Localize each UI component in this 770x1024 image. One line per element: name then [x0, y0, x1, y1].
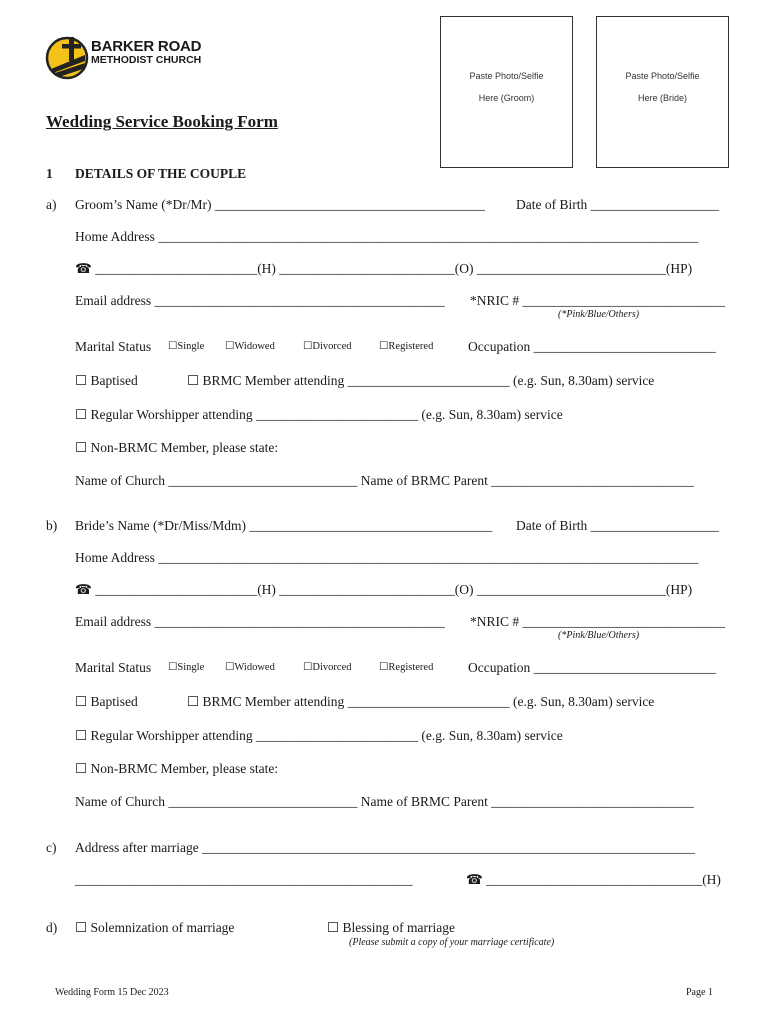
address-after-phone-field[interactable]: ☎ ________________________________(H)	[466, 872, 721, 887]
logo-line1: BARKER ROAD	[91, 38, 202, 55]
groom-member-field[interactable]: ☐ BRMC Member attending ________________________ (e.g. Sun, 8.30am) service	[187, 373, 655, 388]
bride-dob-field[interactable]: Date of Birth ___________________	[516, 518, 719, 533]
section-heading: DETAILS OF THE COUPLE	[75, 166, 247, 181]
groom-address-field[interactable]: Home Address ________________________________________________________________________________	[75, 229, 699, 244]
bride-photo-line1: Paste Photo/Selfie	[625, 71, 700, 81]
address-after-field[interactable]: Address after marriage _________________________________________________________________________	[75, 840, 695, 855]
groom-photo-box[interactable]	[440, 16, 573, 168]
groom-email-field[interactable]: Email address ___________________________________________	[75, 293, 445, 308]
bride-occupation-field[interactable]: Occupation ___________________________	[468, 660, 716, 675]
groom-occupation-field[interactable]: Occupation ___________________________	[468, 339, 716, 354]
bride-marital-label: Marital Status	[75, 660, 152, 675]
bride-phone-field[interactable]: ☎ ________________________(H) __________________________(O) ____________________________(HP)	[75, 582, 693, 597]
bride-church-field[interactable]: Name of Church ____________________________ Name of BRMC Parent ______________________________	[75, 794, 694, 809]
bride-worshipper-field[interactable]: ☐ Regular Worshipper attending ________________________ (e.g. Sun, 8.30am) service	[75, 728, 563, 743]
groom-marital-divorced[interactable]: ☐Divorced	[303, 341, 352, 352]
blessing-note: (Please submit a copy of your marriage certificate)	[349, 937, 555, 948]
groom-dob-field[interactable]: Date of Birth ___________________	[516, 197, 719, 212]
bride-nric-field[interactable]: *NRIC # ______________________________	[470, 614, 726, 629]
groom-marital-label: Marital Status	[75, 339, 152, 354]
bride-baptised-checkbox[interactable]: ☐ Baptised	[75, 694, 138, 709]
bride-member-field[interactable]: ☐ BRMC Member attending ________________________ (e.g. Sun, 8.30am) service	[187, 694, 655, 709]
groom-photo-line2: Here (Groom)	[478, 93, 535, 103]
bride-marital-widowed[interactable]: ☐Widowed	[225, 662, 275, 673]
groom-church-field[interactable]: Name of Church ____________________________ Name of BRMC Parent ______________________________	[75, 473, 694, 488]
bride-name-field[interactable]: Bride’s Name (*Dr/Miss/Mdm) ____________________________________	[75, 518, 493, 533]
groom-nonmember-checkbox[interactable]: ☐ Non-BRMC Member, please state:	[75, 440, 279, 455]
bride-marital-divorced[interactable]: ☐Divorced	[303, 662, 352, 673]
section-number: 1	[46, 166, 53, 181]
ceremony-marker: d)	[46, 920, 58, 935]
bride-photo-line2: Here (Bride)	[637, 93, 687, 103]
bride-marker: b)	[46, 518, 58, 533]
church-logo-icon	[45, 35, 91, 81]
groom-marital-registered[interactable]: ☐Registered	[379, 341, 434, 352]
groom-baptised-checkbox[interactable]: ☐ Baptised	[75, 373, 138, 388]
footer-left: Wedding Form 15 Dec 2023	[55, 987, 169, 998]
bride-marital-registered[interactable]: ☐Registered	[379, 662, 434, 673]
bride-marital-single[interactable]: ☐Single	[168, 662, 205, 673]
footer-page-number: Page 1	[686, 987, 713, 998]
groom-nric-field[interactable]: *NRIC # ______________________________	[470, 293, 726, 308]
solemnization-checkbox[interactable]: ☐ Solemnization of marriage	[75, 920, 235, 935]
groom-marital-widowed[interactable]: ☐Widowed	[225, 341, 275, 352]
bride-address-field[interactable]: Home Address ________________________________________________________________________________	[75, 550, 699, 565]
logo-line2: METHODIST CHURCH	[91, 54, 202, 66]
bride-nonmember-checkbox[interactable]: ☐ Non-BRMC Member, please state:	[75, 761, 279, 776]
groom-worshipper-field[interactable]: ☐ Regular Worshipper attending ________________________ (e.g. Sun, 8.30am) service	[75, 407, 563, 422]
groom-name-field[interactable]: Groom’s Name (*Dr/Mr) ________________________________________	[75, 197, 485, 212]
blessing-checkbox[interactable]: ☐ Blessing of marriage	[327, 920, 455, 935]
church-logo	[45, 35, 245, 80]
groom-marker: a)	[46, 197, 57, 212]
address-after-field-line2[interactable]: __________________________________________________	[75, 872, 413, 887]
form-title: Wedding Service Booking Form	[46, 112, 278, 131]
groom-marital-single[interactable]: ☐Single	[168, 341, 205, 352]
bride-photo-box[interactable]	[596, 16, 729, 168]
groom-nric-note: (*Pink/Blue/Others)	[558, 309, 640, 320]
groom-photo-line1: Paste Photo/Selfie	[469, 71, 544, 81]
bride-email-field[interactable]: Email address ___________________________________________	[75, 614, 445, 629]
bride-nric-note: (*Pink/Blue/Others)	[558, 630, 640, 641]
groom-phone-field[interactable]: ☎ ________________________(H) __________________________(O) ____________________________(HP)	[75, 261, 693, 276]
address-after-marker: c)	[46, 840, 57, 855]
